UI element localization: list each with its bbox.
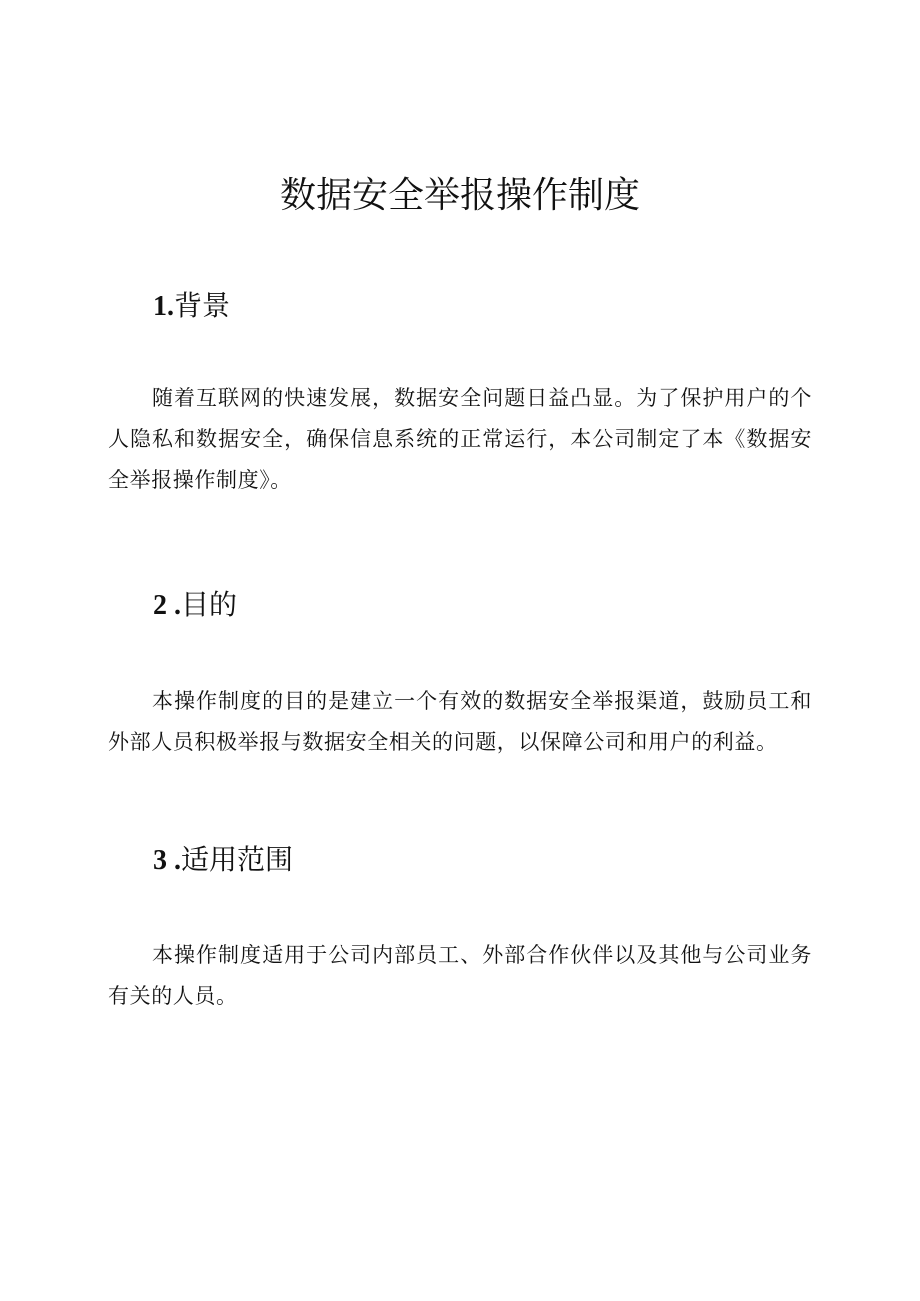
- section-number: 1.: [153, 291, 174, 322]
- section-number: 3 .: [153, 845, 181, 876]
- section-heading-text: 背景: [174, 289, 231, 322]
- section-heading-background: [153, 286, 230, 327]
- section-number: 2 .: [153, 590, 181, 621]
- section-body-purpose: 本操作制度的目的是建立一个有效的数据安全举报渠道，鼓励员工和外部人员积极举报与数据安全相关的问题，以保障公司和用户的利益。: [108, 689, 812, 754]
- section-heading-scope: [153, 840, 293, 881]
- document-title: 数据安全举报操作制度: [279, 175, 640, 216]
- section-heading-text: 目的: [181, 588, 238, 621]
- section-body-scope: 本操作制度适用于公司内部员工、外部合作伙伴以及其他与公司业务有关的人员。: [108, 943, 812, 1008]
- section-body-background: 随着互联网的快速发展，数据安全问题日益凸显。为了保护用户的个人隐私和数据安全，确保信息系统的正常运行，本公司制定了本《数据安全举报操作制度》。: [108, 386, 812, 492]
- section-heading-purpose: [153, 585, 237, 626]
- section-heading-text: 适用范围: [181, 843, 294, 876]
